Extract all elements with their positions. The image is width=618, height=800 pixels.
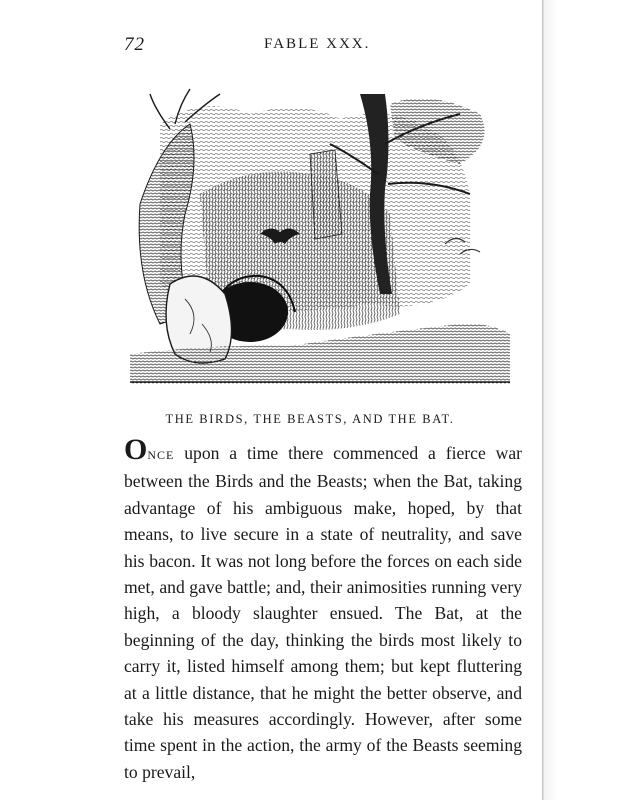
fable-body: upon a time there commenced a fierce war between the Birds and the Beasts; when the Bat, taking advantage of his ambiguous make, hoped, by that means, to live secure in a state of neutrality, and save his bacon. It was not long before the forces on each side met, and gave battle; and, their animosities running very high, a bloody slaughter ensued. The Bat, at the beginning of the day, thinking the birds most likely to carry it, listed himself among them; but kept fluttering at a little distance, that he might the better observe, and take his measures accordingly. However, after some time spent in the action, the army of the Beasts seeming to prevail, (124, 443, 522, 782)
drop-cap: O (124, 433, 148, 466)
page-number: 72 (124, 34, 145, 55)
fable-text (124, 433, 522, 785)
running-head: FABLE XXX. (264, 36, 371, 52)
opening-small-caps: NCE (147, 448, 175, 462)
illustration-caption: THE BIRDS, THE BEASTS, AND THE BAT. (165, 412, 455, 426)
page-header (124, 34, 524, 58)
woodcut-svg (130, 84, 510, 394)
page-edge (542, 0, 544, 800)
woodcut-illustration (130, 84, 510, 394)
page-edge-shadow (544, 0, 558, 800)
